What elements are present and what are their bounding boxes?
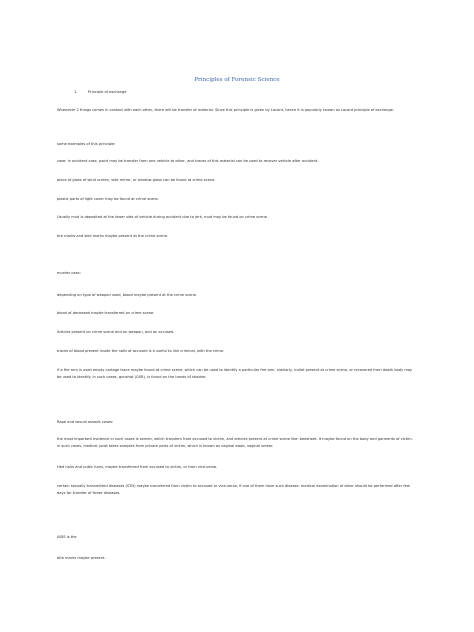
- section-number: 1.: [74, 90, 78, 94]
- paragraph-articles: Articles present on crime scene end on weapon, and on accused.: [57, 330, 175, 334]
- section-heading: [74, 90, 127, 94]
- paragraph-hairs: Hed hairs and pubic hairs, maybe transferred from accused to victim, or from vice-versa.: [57, 465, 218, 469]
- paragraph-semen-evidence: the most important evidence in such cases is semen, which transfers from accused to victim, and articles present at crime scene like: bedsheet. it maybe found on the body and garments of victim. in such cases, medical jurist takes samples from private parts of victim, which is known as vaginal swab, vaginal smear.: [57, 437, 413, 449]
- paragraph-accident-paint: case: in accident case, paint may be transfer from one vehicle to other, and traces of this material can be used to recover vehicle after accident.: [57, 159, 319, 163]
- paragraph-weapon-blood: depending on type of weapon used, blood maybe present at the crime scene.: [57, 293, 197, 297]
- paragraph-tire-marks: tire marks and skid marks maybe present at the crime scene.: [57, 234, 169, 238]
- paragraph-deceased-blood: blood of deceased maybe transferred on crime scene.: [57, 311, 155, 315]
- document-title: Principles of Forensic Science: [194, 77, 280, 83]
- paragraph-exchange-definition: Whenever 2 things comes in contact with each other, there will be transfer of material. Since this principle is given by Locard, hence it is popularly known as Locard principle of exchange.: [57, 108, 394, 112]
- paragraph-aids: AIDS is the: [57, 535, 77, 539]
- paragraph-plastic: plastic parts of light cover may be found at crime scene.: [57, 197, 159, 201]
- paragraph-examples-intro: some examples of this principle:: [57, 142, 116, 146]
- paragraph-murder-case: murder case:: [57, 271, 81, 275]
- paragraph-bite-marks: bite marks maybe present.: [57, 556, 106, 560]
- paragraph-glass: piece of glass of wind screen, side mirror, or window glass can be found at crime scene.: [57, 178, 216, 182]
- paragraph-std: certain sexually transmitted diseases (STD) maybe transferred from victim to accused or vice-versa, if one of them have such disease. medical examination of other should be performed after few days for transfer of these diseases.: [57, 484, 410, 496]
- paragraph-fire-arm: if a fire arm is used empty cartage trace maybe found at crime scene, which can be used to identify a particular fire arm. similarly, bullet present at crime scene, or recovered from death body may be used to identify. in such cases, gunshot (GSR), is found on the hands of shooter.: [57, 368, 413, 380]
- paragraph-nails: traces of blood present inside the nails of accused is a useful to link criminal, with the crime.: [57, 349, 225, 353]
- paragraph-mud: Usually mud is deposited at the lower side of vehicle during accident due to jerk, mud may be found on crime scene.: [57, 215, 268, 219]
- section-heading-text: Principle of exchange: [88, 90, 127, 94]
- paragraph-rape-cases: Rape and sexual assault cases:: [57, 420, 114, 424]
